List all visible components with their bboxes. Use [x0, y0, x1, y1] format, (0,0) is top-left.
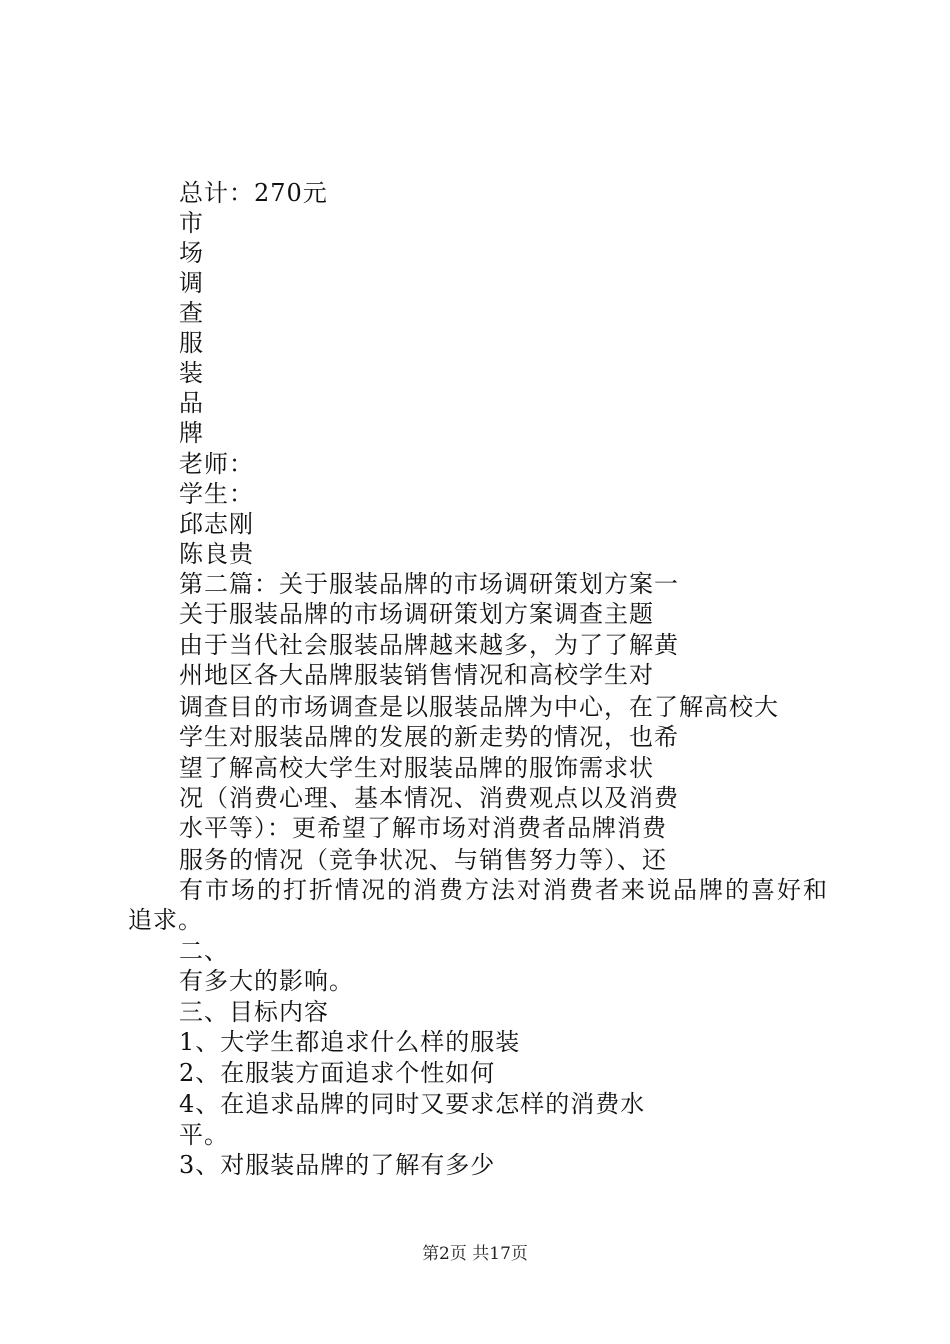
text-line: 牌	[179, 419, 204, 447]
text-line: 场	[179, 239, 204, 267]
text-line: 水平等）：更希望了解市场对消费者品牌消费	[179, 814, 667, 842]
text-line: 调查目的市场调查是以服装品牌为中心，在了解高校大	[179, 693, 779, 721]
text-line: 有市场的打折情况的消费方法对消费者来说品牌的喜好和	[179, 876, 829, 904]
text-line: 2、在服装方面追求个性如何	[179, 1059, 496, 1087]
page-footer: 第2页 共17页	[422, 1244, 528, 1264]
text-line: 学生：	[179, 480, 254, 508]
text-line: 服	[179, 329, 204, 357]
text-line: 总计：270元	[179, 179, 328, 207]
text-line: 3、对服装品牌的了解有多少	[179, 1151, 496, 1179]
text-line: 陈良贵	[179, 540, 254, 568]
text-line: 邱志刚	[179, 510, 254, 538]
text-line: 服务的情况（竞争状况、与销售努力等）、还	[179, 846, 667, 874]
text-line: 查	[179, 299, 204, 327]
text-line: 装	[179, 359, 204, 387]
text-line: 调	[179, 269, 204, 297]
text-line: 学生对服装品牌的发展的新走势的情况，也希	[179, 723, 679, 751]
text-line: 平。	[179, 1121, 229, 1149]
text-line: 况（消费心理、基本情况、消费观点以及消费	[179, 784, 679, 812]
text-line: 关于服装品牌的市场调研策划方案调查主题	[179, 600, 654, 628]
text-line: 追求。	[128, 906, 203, 934]
text-line: 品	[179, 389, 204, 417]
text-line: 州地区各大品牌服装销售情况和高校学生对	[179, 661, 654, 689]
text-line: 第二篇：关于服装品牌的市场调研策划方案一	[179, 570, 679, 598]
text-line: 望了解高校大学生对服装品牌的服饰需求状	[179, 754, 654, 782]
text-line: 由于当代社会服装品牌越来越多，为了了解黄	[179, 631, 679, 659]
text-line: 1、大学生都追求什么样的服装	[179, 1028, 521, 1056]
text-line: 有多大的影响。	[179, 967, 354, 995]
text-line: 三、目标内容	[179, 998, 329, 1026]
text-line: 老师：	[179, 450, 254, 478]
text-line: 二、	[179, 937, 229, 965]
text-line: 市	[179, 209, 204, 237]
text-line: 4、在追求品牌的同时又要求怎样的消费水	[179, 1090, 646, 1118]
